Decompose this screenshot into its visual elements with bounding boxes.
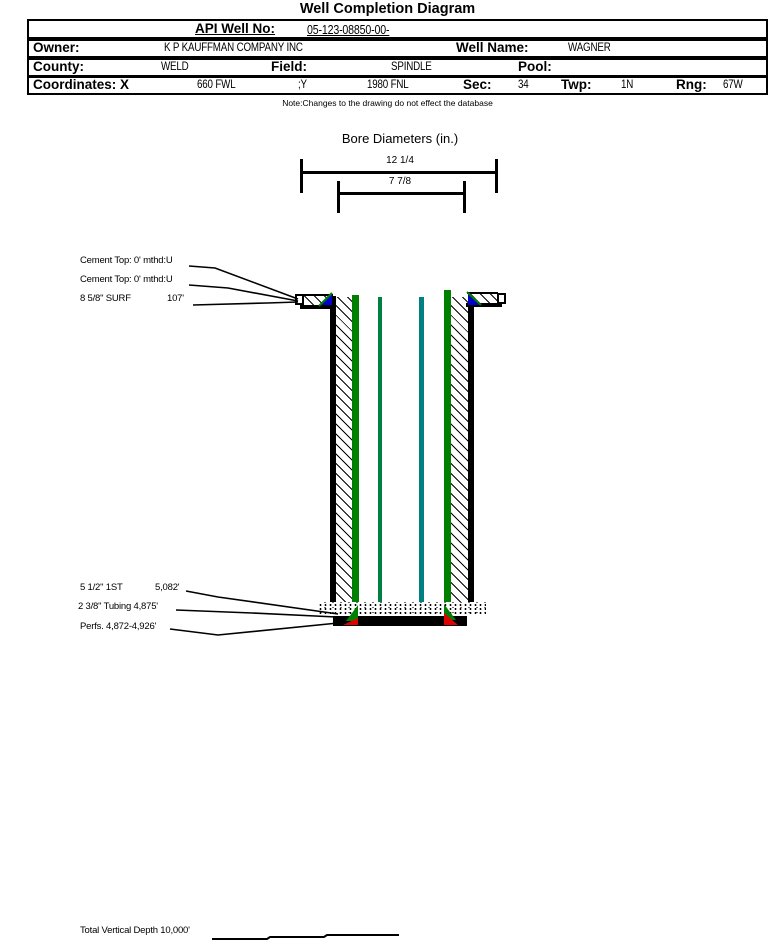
production-casing-label: 5 1/2" 1ST <box>80 582 123 593</box>
tubing-left-line <box>378 297 382 602</box>
owner-label: Owner: <box>33 40 80 55</box>
left-flange-bottom-border <box>300 305 336 309</box>
sec-label: Sec: <box>463 77 492 92</box>
surface-casing-depth: 107' <box>167 293 184 304</box>
well-name-label: Well Name: <box>456 40 529 55</box>
left-flange-end-cap <box>295 294 304 305</box>
table-separator <box>29 37 766 41</box>
api-label: API Well No: <box>195 21 276 36</box>
rng-value: 67W <box>723 79 743 91</box>
page-title: Well Completion Diagram <box>299 1 476 17</box>
field-value: SPINDLE <box>391 61 432 73</box>
right-flange-end-cap <box>497 293 506 304</box>
coordinates-label: Coordinates: X <box>33 77 130 92</box>
cement-top-annotation-2: Cement Top: 0' mthd:U <box>80 274 173 285</box>
production-casing-depth: 5,082' <box>155 582 180 593</box>
dimension-tick <box>463 181 466 213</box>
bore-diameters-title: Bore Diameters (in.) <box>341 131 459 146</box>
total-vertical-depth-label: Total Vertical Depth 10,000' <box>80 925 190 936</box>
well-bottom-plug <box>333 616 467 626</box>
coord-y-value: 1980 FNL <box>367 79 409 91</box>
pool-label: Pool: <box>518 59 552 74</box>
sec-value: 34 <box>518 79 529 91</box>
coord-y-label: ;Y <box>298 79 307 91</box>
right-flange-hatch <box>469 294 498 303</box>
casing-right-line <box>444 290 451 607</box>
dimension-tick <box>495 159 498 193</box>
outer-bore-dimension-label: 12 1/4 <box>386 155 414 166</box>
dimension-tick <box>300 159 303 193</box>
leader-line-perfs <box>170 622 348 635</box>
leader-line-cement-top-2 <box>189 285 298 301</box>
twp-value: 1N <box>621 79 634 91</box>
tubing-annotation: 2 3/8" Tubing 4,875' <box>78 601 158 612</box>
perfs-annotation: Perfs. 4,872-4,926' <box>80 621 157 632</box>
rng-label: Rng: <box>676 77 707 92</box>
tubing-right-line <box>419 297 424 602</box>
owner-value: K P KAUFFMAN COMPANY INC <box>164 42 303 54</box>
inner-bore-dimension-label: 7 7/8 <box>388 176 412 187</box>
table-separator <box>29 75 766 78</box>
leader-line-surface-casing <box>193 302 298 305</box>
tvd-underline <box>212 935 399 939</box>
wellbore-left-cement-hatch <box>336 297 352 603</box>
cement-top-annotation-1: Cement Top: 0' mthd:U <box>80 255 173 266</box>
county-value: WELD <box>161 61 189 73</box>
inner-bore-dimension-line <box>338 192 465 195</box>
casing-left-line <box>352 295 359 607</box>
leader-line-cement-top-1 <box>189 266 298 299</box>
surface-casing-label: 8 5/8" SURF <box>80 293 131 304</box>
leader-line-production-casing <box>186 591 338 614</box>
left-flange-hatch <box>303 296 332 305</box>
dimension-tick <box>337 181 340 213</box>
wellbore-right-cement-hatch <box>451 297 468 603</box>
wellbore-right-outline <box>468 296 474 606</box>
perforation-stipple-band <box>318 602 486 616</box>
field-label: Field: <box>271 59 307 74</box>
outer-bore-dimension-line <box>302 171 498 174</box>
coord-x-value: 660 FWL <box>197 79 236 91</box>
table-separator <box>29 56 766 60</box>
api-value: 05-123-08850-00- <box>307 23 390 37</box>
twp-label: Twp: <box>561 77 592 92</box>
database-note: Note:Changes to the drawing do not effect the database <box>282 98 493 108</box>
leader-line-tubing <box>176 610 336 617</box>
well-name-value: WAGNER <box>568 42 611 54</box>
county-label: County: <box>33 59 84 74</box>
